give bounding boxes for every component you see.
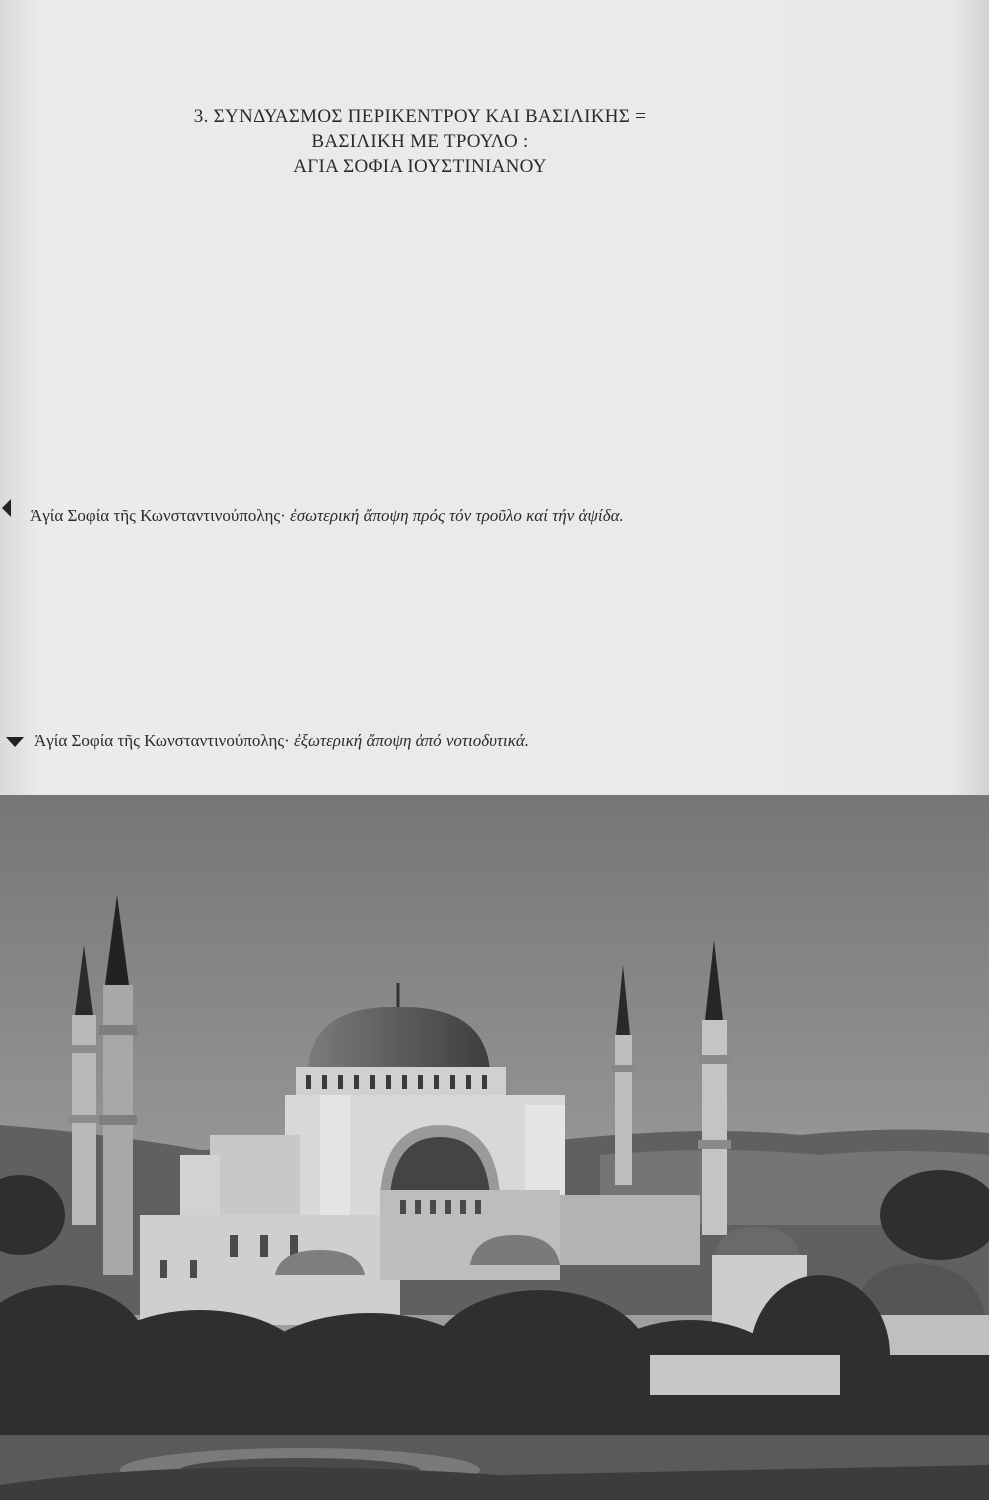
heading-line-1: 3. ΣΥΝΔΥΑΣΜΟΣ ΠΕΡΙΚΕΝΤΡΟΥ ΚΑΙ ΒΑΣΙΛΙΚΗΣ = xyxy=(193,106,647,127)
caption-exterior-description: ἐξωτερική ἄποψη ἀπό νοτιοδυτικά. xyxy=(294,731,530,750)
caption-exterior xyxy=(34,731,529,751)
heading-line-2: ΒΑΣΙΛΙΚΗ ΜΕ ΤΡΟΥΛΟ : xyxy=(311,131,529,152)
hagia-sophia-exterior-photo xyxy=(0,795,989,1500)
arrow-left-icon xyxy=(2,499,11,517)
caption-interior xyxy=(30,506,624,526)
caption-interior-description: ἐσωτερική ἄποψη πρός τόν τροῦλο καί τήν ἁψίδα. xyxy=(290,506,624,525)
heading-line-3: ΑΓΙΑ ΣΟΦΙΑ ΙΟΥΣΤΙΝΙΑΝΟΥ xyxy=(293,156,547,177)
garden-foreground xyxy=(0,1435,989,1500)
section-heading xyxy=(110,104,730,179)
caption-exterior-title: Ἁγία Σοφία τῆς Κωνσταντινούπολης· xyxy=(34,731,290,750)
arrow-down-icon xyxy=(6,737,24,747)
caption-interior-title: Ἁγία Σοφία τῆς Κωνσταντινούπολης· xyxy=(30,506,286,525)
